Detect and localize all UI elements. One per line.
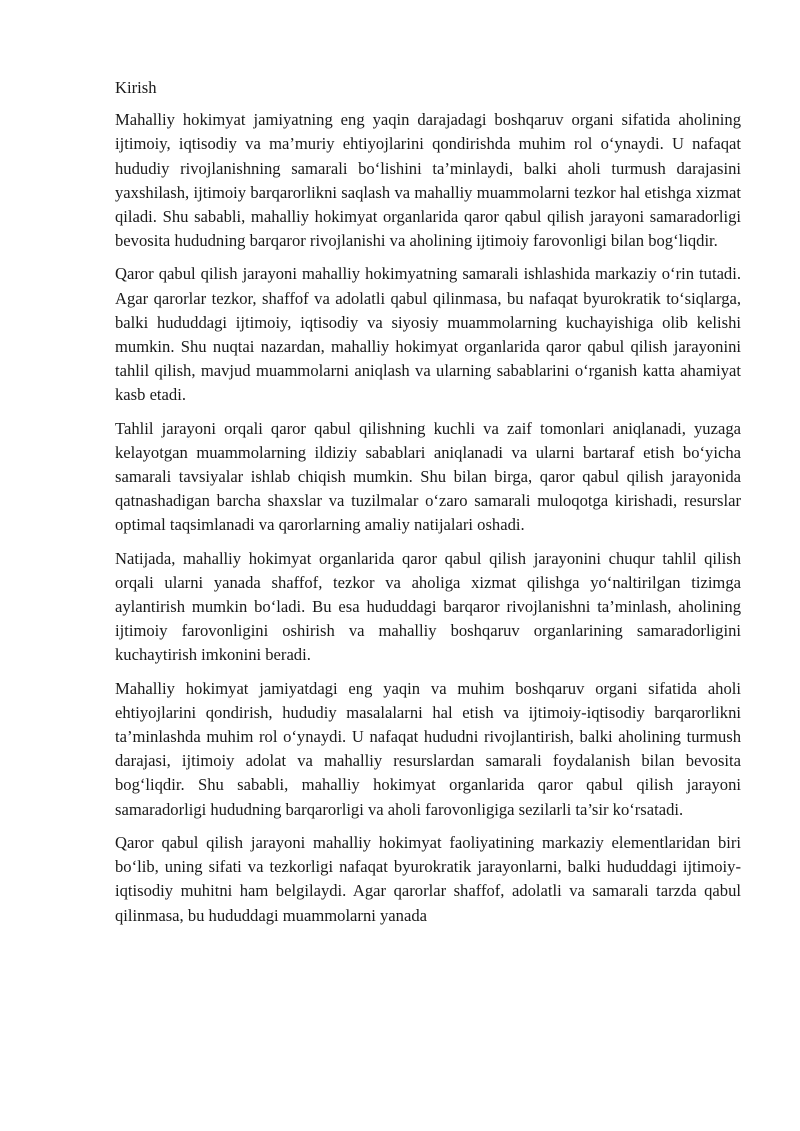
document-page bbox=[115, 76, 741, 937]
paragraph-2: Qaror qabul qilish jarayoni mahalliy hokimyatning samarali ishlashida markaziy o‘rin tutadi. Agar qarorlar tezkor, shaffof va adolatli qabul qilinmasa, bu nafaqat byurokratik to‘siqlarga, balki hududdagi ijtimoiy, iqtisodiy va siyosiy muammolarning kuchayishiga olib kelishi mumkin. Shu nuqtai nazardan, mahalliy hokimyat organlarida qaror qabul qilish jarayonini tahlil qilish, mavjud muammolarni aniqlash va ularning sabablarini o‘rganish katta ahamiyat kasb etadi. bbox=[115, 264, 741, 405]
paragraph-5: Mahalliy hokimyat jamiyatdagi eng yaqin va muhim boshqaruv organi sifatida aholi ehtiyojlarini qondirish, hududiy masalalarni hal etish va ijtimoiy-iqtisodiy barqarorlikni ta’minlashda muhim rol o‘ynaydi. U nafaqat hududni rivojlantirish, balki aholining turmush darajasi, ijtimoiy adolat va mahalliy resurslardan samarali foydalanish bilan bevosita bog‘liqdir. Shu sababli, mahalliy hokimyat organlarida qaror qabul qilish jarayoni samaradorligi hududning barqarorligi va aholi farovonligiga sezilarli ta’sir ko‘rsatadi. bbox=[115, 678, 741, 819]
paragraph-3: Tahlil jarayoni orqali qaror qabul qilishning kuchli va zaif tomonlari aniqlanadi, yuzaga kelayotgan muammolarning ildiziy sabablari aniqlanadi va ularni bartaraf etish bo‘yicha samarali tavsiyalar ishlab chiqish mumkin. Shu bilan birga, qaror qabul qilish jarayonida qatnashadigan barcha shaxslar va tuzilmalar o‘zaro samarali muloqotga kirishadi, resurslar optimal taqsimlanadi va qarorlarning amaliy natijalari oshadi. bbox=[115, 418, 741, 535]
section-heading: Kirish bbox=[115, 78, 157, 97]
paragraph-6: Qaror qabul qilish jarayoni mahalliy hokimyat faoliyatining markaziy elementlaridan biri bo‘lib, uning sifati va tezkorligi nafaqat byurokratik jarayonlarni, balki hududdagi ijtimoiy-iqtisodiy muhitni ham belgilaydi. Agar qarorlar shaffof, adolatli va samarali tarzda qabul qilinmasa, bu hududdagi muammolarni yanada bbox=[115, 832, 741, 925]
paragraph-1: Mahalliy hokimyat jamiyatning eng yaqin darajadagi boshqaruv organi sifatida aholining ijtimoiy, iqtisodiy va ma’muriy ehtiyojlarini qondirishda muhim rol o‘ynaydi. U nafaqat hududiy rivojlanishning samarali bo‘lishini ta’minlaydi, balki aholi turmush darajasini yaxshilash, ijtimoiy barqarorlikni saqlash va mahalliy muammolarni tezkor hal etishga xizmat qiladi. Shu sababli, mahalliy hokimyat organlarida qaror qabul qilish jarayoni samaradorligi bevosita hududning barqaror rivojlanishi va aholining ijtimoiy farovonligi bilan bog‘liqdir. bbox=[115, 110, 741, 251]
paragraph-4: Natijada, mahalliy hokimyat organlarida qaror qabul qilish jarayonini chuqur tahlil qilish orqali ularni yanada shaffof, tezkor va aholiga xizmat qilishga yo‘naltirilgan tizimga aylantirish mumkin bo‘ladi. Bu esa hududdagi barqaror rivojlanishni ta’minlash, aholining ijtimoiy farovonligini oshirish va mahalliy boshqaruv organlarining samaradorligini kuchaytirish imkonini beradi. bbox=[115, 548, 741, 665]
